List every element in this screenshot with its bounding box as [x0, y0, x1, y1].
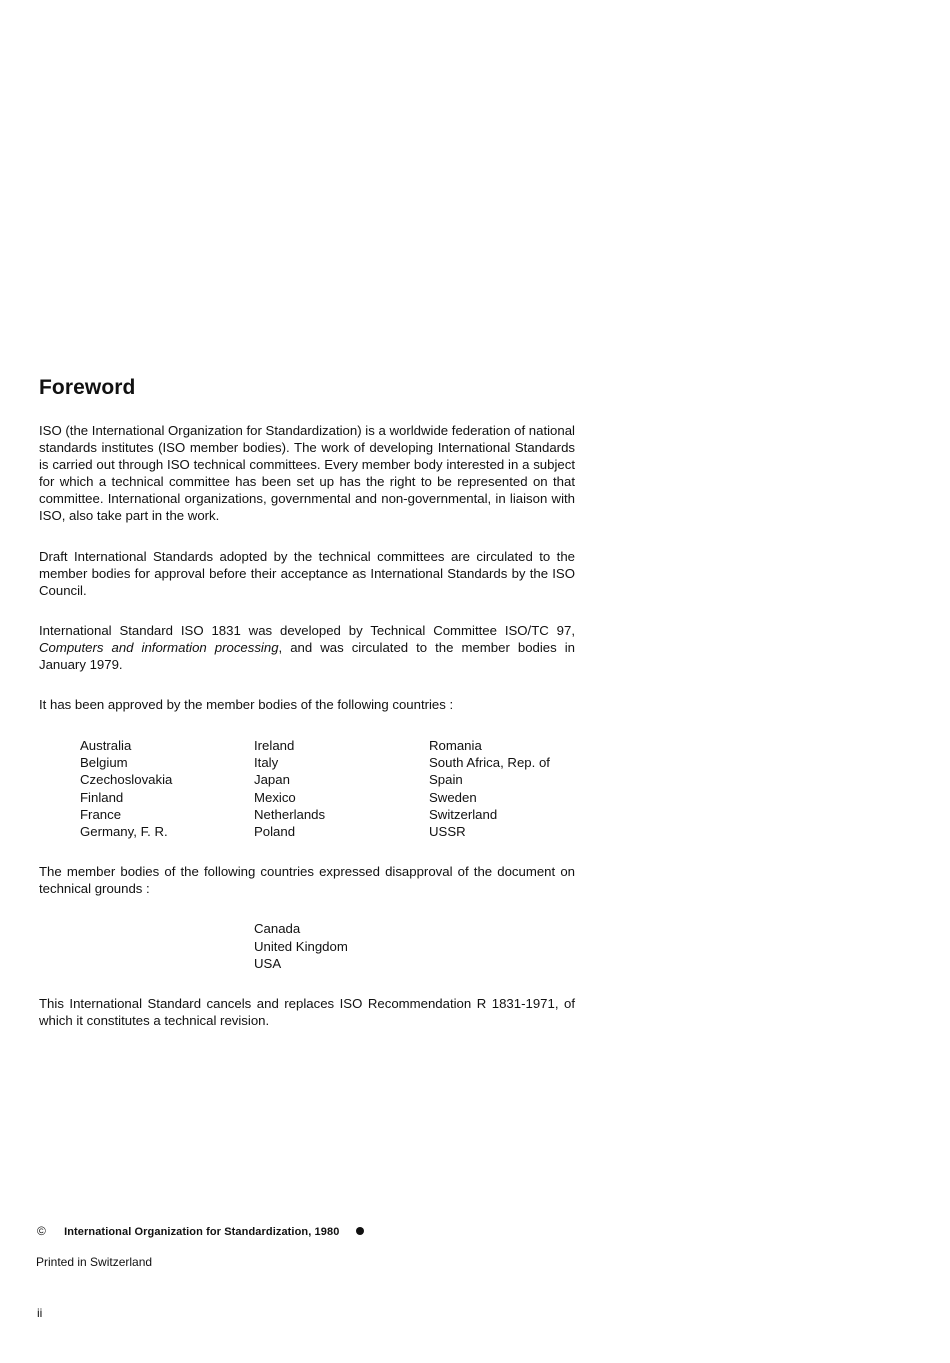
iso-introduction-paragraph: ISO (the International Organization for Standardization) is a worldwide federation of national standards institutes (ISO member bodies). The work of developing International Standards is carried out through ISO technical committees. Every member body interested in a subject for which a technical committee has been set up has the right to be represented on that committee. International organizations, governmental and non-governmental, in liaison with ISO, also take part in the work.: [39, 423, 575, 524]
approved-country: Czechoslovakia: [80, 772, 173, 788]
approved-country: South Africa, Rep. of: [429, 755, 550, 771]
standard-development-text-part-2: , and was circulated to the member bodies in January 1979.: [39, 639, 575, 673]
standard-development-paragraph: [39, 622, 575, 673]
printed-location: Printed in Switzerland: [36, 1255, 153, 1269]
approved-country: Italy: [254, 755, 279, 771]
approved-country: Switzerland: [429, 806, 498, 822]
approved-country: Germany, F. R.: [80, 823, 168, 839]
approved-country: Japan: [254, 772, 290, 788]
disapproved-countries-list: [254, 920, 575, 971]
approved-country: Sweden: [429, 789, 477, 805]
approved-countries-column-2: [254, 737, 325, 840]
disapproval-introduction: The member bodies of the following countries expressed disapproval of the document on technical grounds :: [39, 864, 575, 897]
approved-country: Netherlands: [254, 806, 326, 822]
approved-country: Finland: [80, 789, 124, 805]
page-title: Foreword: [39, 376, 136, 399]
foreword-content: [39, 374, 575, 1029]
replacement-note: This International Standard cancels and replaces ISO Recommendation R 1831-1971, of which it constitutes a technical revision.: [39, 995, 575, 1028]
approved-country: France: [80, 806, 122, 822]
approved-countries-list: [39, 737, 575, 840]
disapproved-country: USA: [254, 955, 282, 971]
approved-country: USSR: [429, 823, 466, 839]
approval-introduction: It has been approved by the member bodies of the following countries :: [39, 697, 454, 713]
approved-countries-column-3: [429, 737, 550, 840]
approved-countries-column-1: [80, 737, 172, 840]
page-number: ii: [37, 1306, 43, 1320]
approved-country: Romania: [429, 738, 482, 754]
approved-country: Belgium: [80, 755, 128, 771]
approved-country: Mexico: [254, 789, 296, 805]
bullet-icon: [356, 1227, 364, 1235]
disapproved-country: United Kingdom: [254, 938, 348, 954]
copyright-line: [37, 1222, 364, 1241]
copyright-icon: ©: [37, 1224, 46, 1238]
committee-subject-title: Computers and information processing: [39, 639, 279, 655]
standard-development-text-part-1: International Standard ISO 1831 was developed by Technical Committee ISO/TC 97,: [39, 622, 575, 638]
copyright-text: International Organization for Standardization, 1980: [64, 1226, 340, 1238]
disapproved-country: Canada: [254, 921, 301, 937]
draft-standards-paragraph: Draft International Standards adopted by the technical committees are circulated to the member bodies for approval before their acceptance as International Standards by the ISO Council.: [39, 548, 575, 598]
approved-country: Poland: [254, 823, 296, 839]
approved-country: Ireland: [254, 738, 295, 754]
approved-country: Australia: [80, 738, 132, 754]
approved-country: Spain: [429, 772, 463, 788]
